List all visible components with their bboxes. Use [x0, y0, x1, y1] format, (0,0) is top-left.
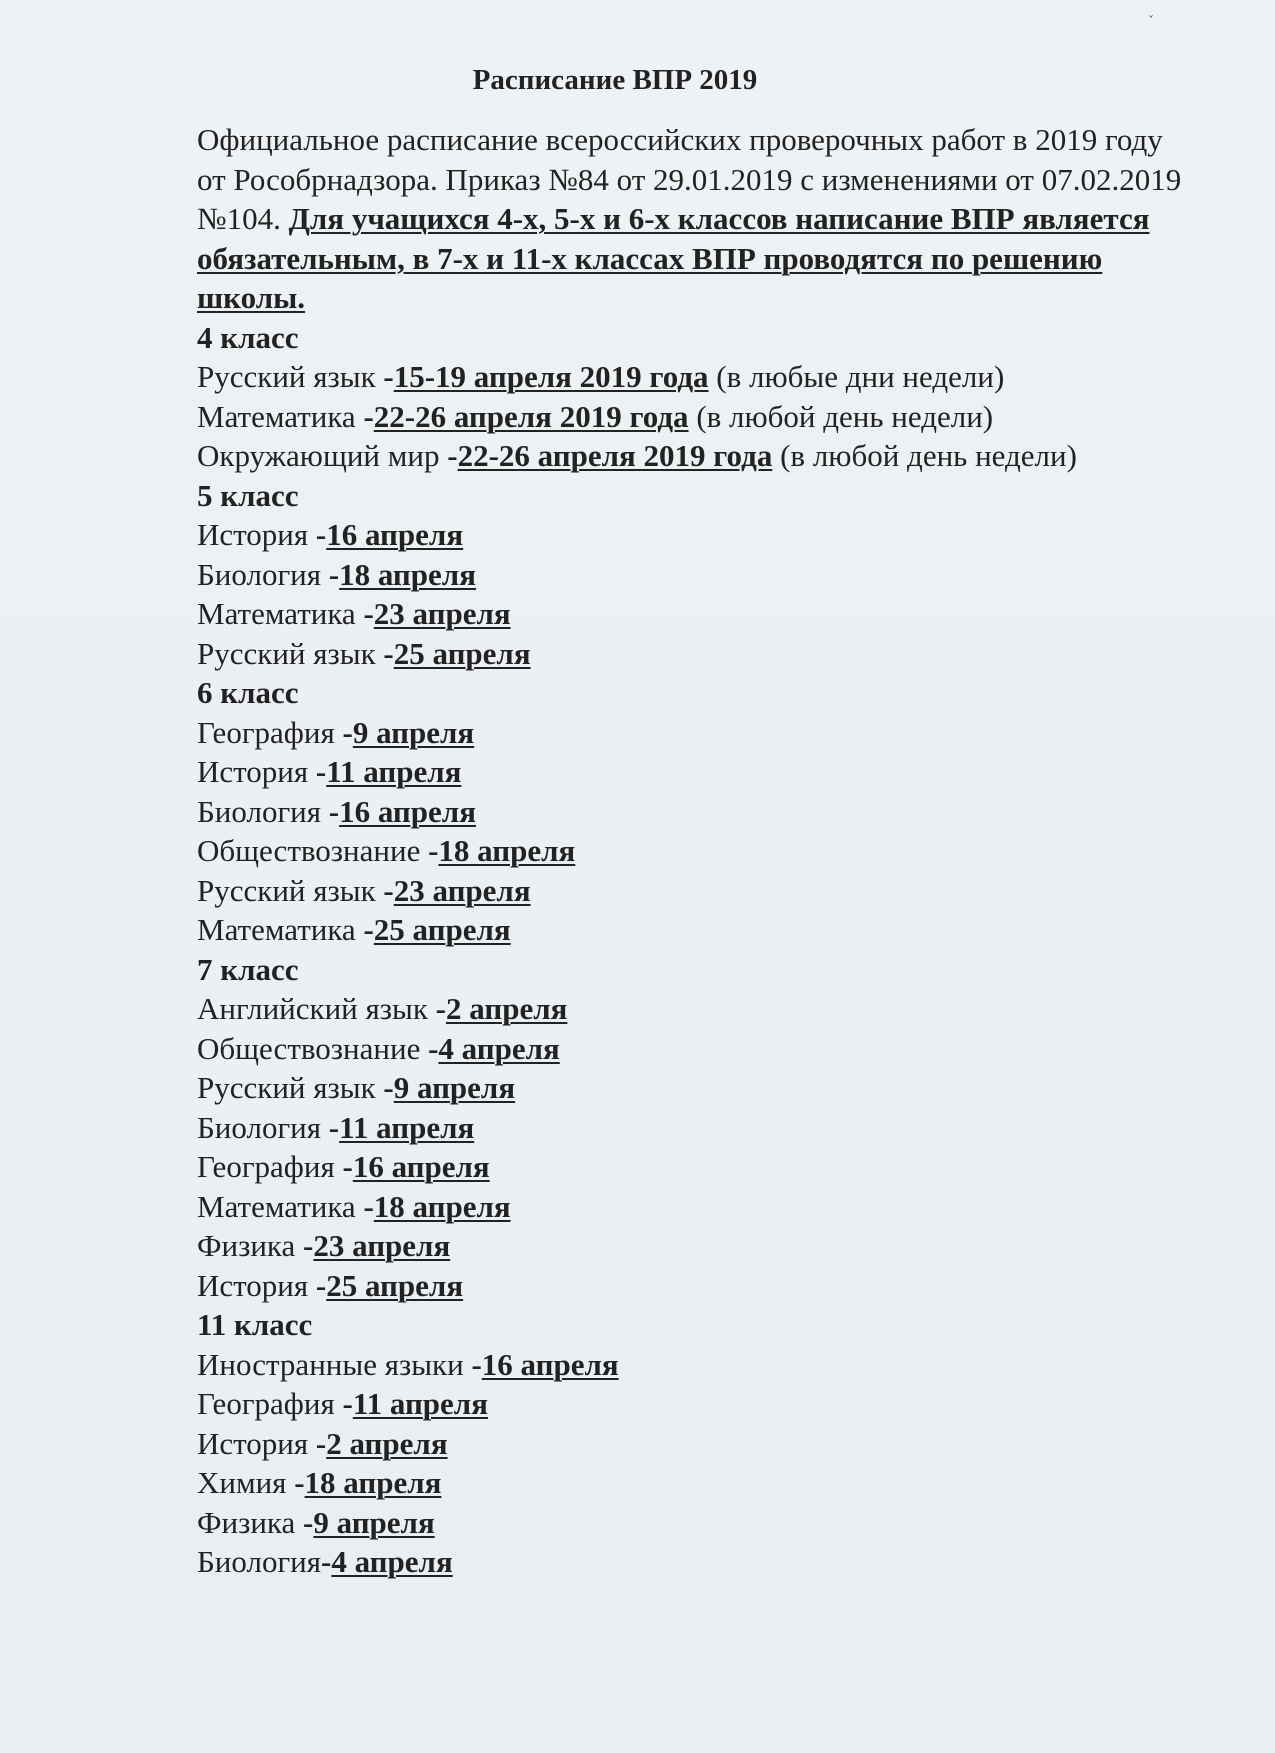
date-note: (в любой день недели) [772, 438, 1077, 473]
exam-date: 25 апреля [326, 1267, 464, 1303]
exam-date: 25 апреля [393, 635, 531, 671]
exam-date: 16 апреля [352, 1149, 490, 1184]
separator-dash: - [328, 1109, 340, 1145]
exam-date: 2 апреля [446, 991, 568, 1026]
schedule-row [197, 792, 1187, 832]
exam-date: 11 апреля [352, 1386, 488, 1421]
separator-dash: - [383, 872, 394, 908]
schedule-row [197, 1068, 1187, 1108]
class-heading: 4 класс [197, 319, 299, 355]
schedule-row [197, 1108, 1187, 1148]
subject-name: Окружающий мир [197, 438, 448, 473]
schedule-row [197, 1029, 1187, 1069]
intro-text: Официальное расписание всероссийских проверочных работ в 2019 году от Рособрнадзора. Приказ №84 от 29.01.2019 с изменениями от 07.02.2019 №104. [197, 122, 1182, 236]
page-title: Расписание ВПР 2019 [472, 64, 758, 96]
exam-date: 16 апреля [339, 793, 476, 829]
subject-name: Математика [197, 912, 364, 947]
subject-name: Биология [197, 1109, 329, 1145]
subject-name: История [197, 1425, 316, 1461]
separator-dash: - [428, 1030, 439, 1066]
subject-name: Английский язык [197, 991, 436, 1026]
requirement-note: Для учащихся 4-х, 5-х и 6-х классов написание ВПР является обязательным, в 7-х и 11-х классах ВПР проводятся по решению школы. [197, 201, 1150, 315]
separator-dash: - [363, 596, 374, 631]
exam-date: 11 апреля [339, 1109, 475, 1145]
separator-dash: - [303, 1228, 314, 1263]
subject-name: Русский язык [197, 872, 384, 908]
subject-name: Физика [197, 1504, 304, 1540]
schedule-row [197, 1147, 1187, 1187]
exam-date: 11 апреля [326, 754, 462, 789]
schedule-row [197, 555, 1187, 595]
date-note: (в любые дни недели) [708, 359, 1005, 394]
schedule-row [197, 989, 1187, 1029]
separator-dash: - [315, 517, 327, 552]
intro-paragraph [197, 120, 1187, 318]
separator-dash: - [471, 1346, 482, 1382]
schedule-row [197, 831, 1187, 871]
subject-name: Биология [197, 1544, 322, 1579]
separator-dash: - [363, 398, 374, 434]
exam-date: 23 апреля [373, 596, 511, 631]
scan-mark: ˇ [1148, 14, 1154, 28]
separator-dash: - [428, 833, 439, 868]
subject-name: История [197, 517, 316, 552]
subject-name: История [197, 1267, 316, 1303]
separator-dash: - [315, 754, 327, 789]
separator-dash: - [342, 1386, 353, 1421]
schedule-row [197, 397, 1187, 437]
exam-date: 9 апреля [352, 714, 475, 750]
date-note: (в любой день недели) [688, 398, 994, 434]
exam-date: 23 апреля [393, 872, 531, 908]
exam-date: 4 апреля [438, 1030, 560, 1066]
schedule-row [197, 1266, 1187, 1306]
class-heading: 11 класс [197, 1307, 313, 1342]
subject-name: История [197, 754, 316, 789]
schedule-row [197, 1187, 1187, 1227]
schedule-row [197, 1345, 1187, 1385]
separator-dash: - [363, 1188, 374, 1224]
subject-name: Обществознание [197, 1030, 429, 1066]
schedule-row [197, 357, 1187, 397]
exam-date: 16 апреля [326, 517, 464, 552]
separator-dash: - [447, 438, 458, 473]
schedule-row [197, 1226, 1187, 1266]
subject-name: Математика [197, 596, 364, 631]
schedule-row [197, 515, 1187, 555]
schedule-row [197, 1503, 1187, 1543]
exam-date: 18 апреля [339, 556, 476, 592]
schedule-row [197, 1542, 1187, 1582]
class-block [197, 476, 1187, 674]
exam-date: 25 апреля [373, 912, 511, 947]
separator-dash: - [363, 912, 374, 947]
subject-name: Биология [197, 556, 329, 592]
schedule-row [197, 713, 1187, 753]
schedule-row [197, 594, 1187, 634]
class-heading: 5 класс [197, 477, 299, 513]
separator-dash: - [383, 1070, 394, 1105]
separator-dash: - [342, 1149, 353, 1184]
subject-name: Физика [197, 1228, 304, 1263]
exam-date: 9 апреля [313, 1504, 435, 1540]
schedule-row [197, 1424, 1187, 1464]
class-block [197, 673, 1187, 950]
subject-name: География [197, 714, 343, 750]
schedule-row [197, 1463, 1187, 1503]
separator-dash: - [315, 1425, 327, 1461]
subject-name: Русский язык [197, 1070, 384, 1105]
separator-dash: - [328, 793, 340, 829]
exam-date: 22-26 апреля 2019 года [457, 438, 773, 473]
class-block [197, 1305, 1187, 1582]
separator-dash: - [383, 635, 394, 671]
subject-name: География [197, 1386, 343, 1421]
separator-dash: - [383, 359, 394, 394]
class-block [197, 950, 1187, 1306]
subject-name: Биология [197, 793, 329, 829]
exam-date: 9 апреля [393, 1070, 516, 1105]
schedule-row [197, 436, 1187, 476]
separator-dash: - [342, 714, 353, 750]
schedule-row [197, 1384, 1187, 1424]
subject-name: Математика [197, 398, 364, 434]
subject-name: Обществознание [197, 833, 429, 868]
exam-date: 18 апреля [304, 1465, 442, 1500]
subject-name: Математика [197, 1188, 364, 1224]
exam-date: 16 апреля [481, 1346, 619, 1382]
class-block [197, 318, 1187, 476]
separator-dash: - [328, 556, 340, 592]
subject-name: География [197, 1149, 343, 1184]
class-heading: 6 класс [197, 675, 299, 710]
exam-date: 18 апреля [373, 1188, 511, 1224]
class-heading: 7 класс [197, 951, 299, 987]
separator-dash: - [315, 1267, 327, 1303]
exam-date: 23 апреля [313, 1228, 451, 1263]
schedule-list [197, 318, 1187, 1582]
separator-dash: - [435, 991, 446, 1026]
separator-dash: - [321, 1544, 332, 1579]
schedule-row [197, 871, 1187, 911]
exam-date: 18 апреля [438, 833, 576, 868]
subject-name: Химия [197, 1465, 295, 1500]
exam-date: 15-19 апреля 2019 года [393, 359, 709, 394]
exam-date: 4 апреля [331, 1544, 453, 1579]
schedule-row [197, 752, 1187, 792]
schedule-row [197, 910, 1187, 950]
exam-date: 22-26 апреля 2019 года [373, 398, 689, 434]
subject-name: Русский язык [197, 635, 384, 671]
document-content [197, 120, 1187, 1582]
separator-dash: - [294, 1465, 305, 1500]
exam-date: 2 апреля [326, 1425, 448, 1461]
schedule-row [197, 634, 1187, 674]
subject-name: Русский язык [197, 359, 384, 394]
subject-name: Иностранные языки [197, 1346, 472, 1382]
separator-dash: - [303, 1504, 314, 1540]
